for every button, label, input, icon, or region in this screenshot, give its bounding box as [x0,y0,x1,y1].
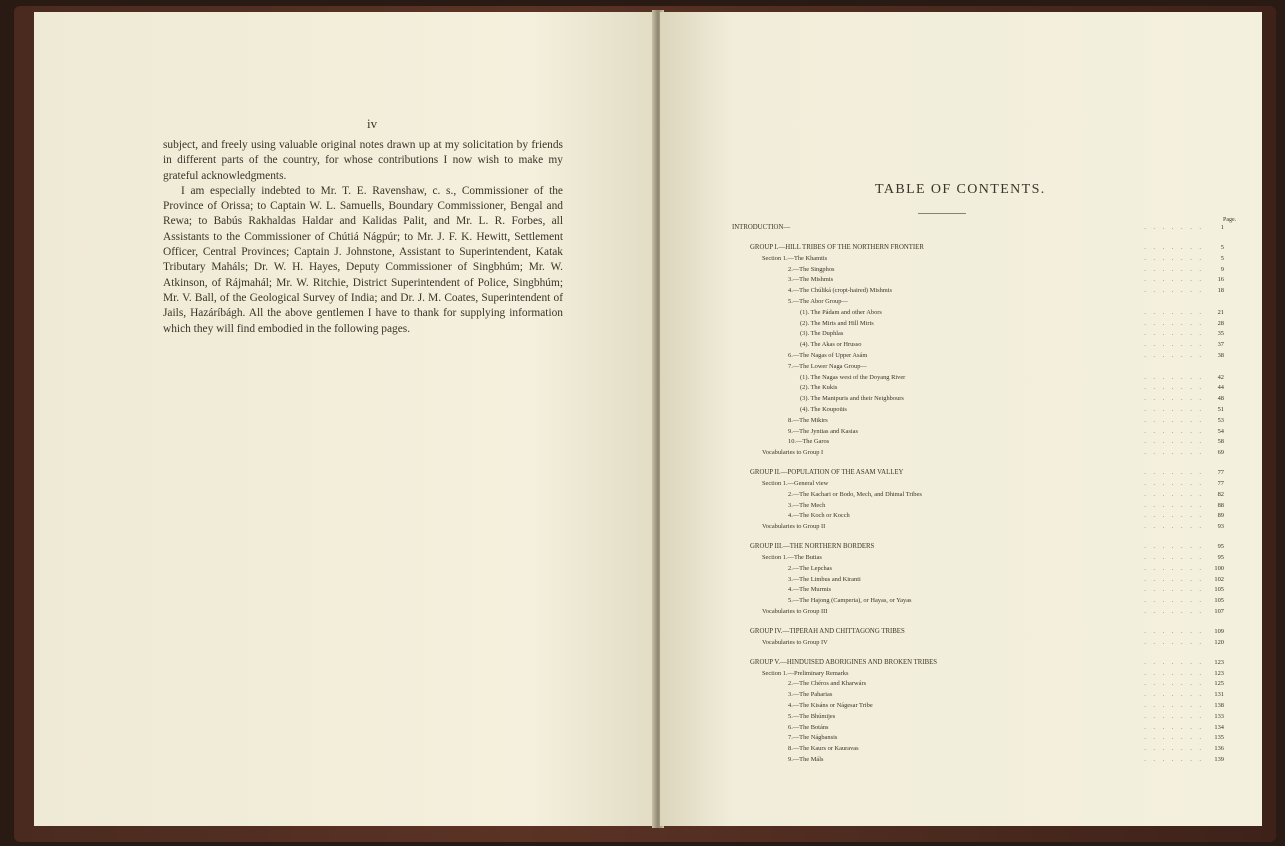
toc-entry-page: 54 [1217,427,1224,435]
toc-entry [732,437,1224,447]
toc-entry [732,254,1224,264]
toc-entry-label: Vocabularies to Group II [762,523,826,531]
toc-entry [732,542,1224,552]
toc-leader-dots: . . . . . . . [1144,680,1204,688]
toc-entry-page: 107 [1214,608,1224,615]
toc-entry-page: 123 [1214,669,1224,677]
toc-leader-dots: . . . . . . . [1144,691,1204,699]
toc-entry [732,286,1224,296]
toc-entry-label: 6.—The Botáns [788,723,829,731]
toc-entry-label: 2.—The Kachari or Bodo, Mech, and Dhimal Tribes [788,490,922,498]
toc-leader-dots: . . . . . . . [1144,276,1204,284]
toc-entry-label: 7.—The Lower Naga Group— [788,362,867,370]
toc-entry [732,755,1224,765]
toc-entry-label: 3.—The Paharias [788,691,833,699]
page-number: iv [367,116,378,131]
preface-paragraph: I am especially indebted to Mr. T. E. Ravenshaw, c. s., Commissioner of the Province of Orissa; to Captain W. L. Samuells, Boundary Commissioner, Bengal and Rewa; to Babús Rakhaldas Haldar and Kalidas Palit, and Mr. L. R. Forbes, all Assistants to the Commissioner of Chútiá Nágpúr; to Mr. J. F. K. Hewitt, Settlement Officer, Central Provinces; Captain J. Johnstone, Assistant to Superintendent, Katak Tributary Maháls; Dr. W. H. Hayes, Deputy Commissioner of Singbhúm; Mr. W. Atkinson, of Rájmahál; Mr. W. Ritchie, District Superintendent of Police, Singbhúm; Mr. V. Ball, of the Geological Survey of India; and Dr. J. M. Coates, Superintendent of Jails, Hazáríbágh. All the above gentlemen I have to thank for supplying information which they will find embodied in the following pages. [163,184,563,335]
toc-leader-dots: . . . . . . . [1144,490,1204,498]
toc-entry-label: Section 1.—General view [762,480,829,487]
toc-entry-label: 3.—The Mishmis [788,276,834,284]
toc-entry [732,329,1224,339]
toc-leader-dots: . . . . . . . [1144,543,1204,551]
toc-entry-page: 102 [1214,575,1224,583]
toc-leader-dots: . . . . . . . [1144,330,1204,338]
toc-entry-label: 7.—The Nágbansis [788,734,838,742]
toc-leader-dots: . . . . . . . [1144,723,1204,731]
toc-entry-page: 105 [1214,597,1224,605]
toc-entry-label: (2). The Kukis [800,384,838,392]
toc-entry-label: 3.—The Limbus and Kiranti [788,575,861,583]
toc-leader-dots: . . . . . . . [1144,427,1204,435]
toc-entry-page: 38 [1217,352,1224,359]
toc-entry-page: 120 [1214,638,1224,646]
toc-leader-dots: . . . . . . . [1144,416,1204,424]
toc-entry-page: 21 [1217,308,1224,316]
toc-entry-label: 9.—The Máls [788,756,824,763]
toc-entry-label: 9.—The Jyntias and Kasias [788,427,858,435]
page-column-header: Page. [1223,217,1237,223]
toc-entry [732,265,1224,275]
toc-entry-label: GROUP I.—HILL TRIBES OF THE NORTHERN FRONTIER [750,244,924,251]
toc-leader-dots: . . . . . . . [1144,523,1204,531]
toc-entry-page: 28 [1217,319,1224,327]
toc-entry [732,690,1224,700]
toc-leader-dots: . . . . . . . [1144,745,1204,753]
toc-entry-page: 95 [1217,554,1224,561]
toc-entry [732,596,1224,606]
toc-entry-page: 1 [1220,224,1224,231]
toc-leader-dots: . . . . . . . [1144,638,1204,646]
toc-leader-dots: . . . . . . . [1144,702,1204,709]
toc-entry-label: 3.—The Mech [788,501,826,509]
toc-entry-label: (4). The Koupoüis [800,406,847,413]
toc-entry-label: GROUP III.—THE NORTHERN BORDERS [750,543,875,551]
toc-entry-label: 6.—The Nagas of Upper Asám [788,352,868,359]
toc-entry [732,416,1224,426]
toc-entry [732,744,1224,754]
toc-entry [732,340,1224,350]
toc-entry-page: 131 [1214,691,1224,699]
toc-entry [732,522,1224,532]
toc-leader-dots: . . . . . . . [1144,564,1204,572]
toc-entry [732,319,1224,329]
toc-entry [732,297,1224,307]
toc-entry [732,575,1224,585]
toc-entry-label: 4.—The Koch or Kocch [788,512,850,520]
toc-entry [732,490,1224,500]
toc-leader-dots: . . . . . . . [1144,712,1204,720]
toc-entry-page: 77 [1217,480,1224,487]
toc-title: TABLE OF CONTENTS. [875,182,1046,197]
toc-entry-label: Vocabularies to Group III [762,608,828,615]
toc-leader-dots: . . . . . . . [1144,244,1204,251]
toc-leader-dots: . . . . . . . [1144,469,1204,477]
toc-leader-dots: . . . . . . . [1144,384,1204,392]
toc-entry-page: 5 [1220,244,1224,251]
toc-entry [732,607,1224,617]
toc-entry-page: 51 [1217,406,1224,413]
toc-entry [732,243,1224,253]
toc-entry-label: 2.—The Chéros and Kharwárs [788,680,867,688]
toc-entry-label: 2.—The Singphos [788,265,835,273]
toc-entry [732,564,1224,574]
toc-entry-page: 133 [1214,712,1224,720]
toc-leader-dots: . . . . . . . [1144,586,1204,594]
toc-leader-dots: . . . . . . . [1144,438,1204,446]
toc-entry-label: 2.—The Lepchas [788,564,833,572]
toc-entry-label: 5.—The Hajong (Camperia), or Hayas, or Yayas [788,597,912,605]
toc-leader-dots: . . . . . . . [1144,734,1204,742]
toc-entry-label: (1). The Nagas west of the Doyang River [800,373,906,381]
toc-entry [732,427,1224,437]
toc-entry-label: (3). The Duphlas [800,330,844,338]
toc-leader-dots: . . . . . . . [1144,224,1204,231]
toc-leader-dots: . . . . . . . [1144,254,1204,262]
toc-leader-dots: . . . . . . . [1144,669,1204,677]
toc-entry-label: (4). The Akas or Hrusso [800,341,862,349]
toc-entry-page: 88 [1217,501,1224,509]
toc-entry [732,448,1224,458]
toc-entry-label: Vocabularies to Group IV [762,638,828,646]
toc-entry-page: 105 [1214,586,1224,594]
toc-entry [732,585,1224,595]
toc-entry [732,405,1224,415]
toc-leader-dots: . . . . . . . [1144,628,1204,635]
preface-paragraph: subject, and freely using valuable original notes drawn up at my solicitation by friends in different parts of the country, for whose contributions I now wish to make my grateful acknowledgments. [163,139,563,182]
toc-leader-dots: . . . . . . . [1144,480,1204,487]
toc-entry [732,394,1224,404]
toc-entry-page: 123 [1214,658,1224,666]
toc-entry [732,275,1224,285]
toc-entry-page: 95 [1217,543,1224,551]
toc-leader-dots: . . . . . . . [1144,575,1204,583]
toc-entry-label: GROUP IV.—TIPERAH AND CHITTAGONG TRIBES [750,628,905,635]
toc-entry [732,733,1224,743]
toc-entry-label: Section 1.—The Khamtis [762,254,828,262]
toc-leader-dots: . . . . . . . [1144,554,1204,561]
toc-entry-page: 93 [1217,523,1224,531]
toc-entry-page: 136 [1214,745,1224,753]
toc-entry-page: 89 [1217,512,1224,520]
toc-entry [732,362,1224,372]
toc-entry-label: (3). The Manipuris and their Neighbours [800,395,904,403]
left-page [34,12,656,826]
toc-leader-dots: . . . . . . . [1144,597,1204,605]
toc-leader-dots: . . . . . . . [1144,373,1204,381]
toc-entry-page: 82 [1217,490,1224,498]
toc-entry-label: (1). The Pádam and other Abors [800,308,882,316]
toc-entry-label: Section 1.—Preliminary Remarks [762,669,849,677]
toc-entry [732,479,1224,489]
toc-leader-dots: . . . . . . . [1144,512,1204,520]
toc-entry-page: 42 [1217,373,1224,381]
toc-entry-page: 16 [1217,276,1224,284]
toc-entry-label: 5.—The Bhúmijes [788,712,836,720]
toc-entry-page: 100 [1214,564,1224,572]
toc-entry-label: GROUP V.—HINDUISED ABORIGINES AND BROKEN TRIBES [750,658,938,666]
toc-entry-label: Vocabularies to Group I [762,449,824,457]
toc-entry-label: INTRODUCTION— [732,224,791,231]
toc-entry-page: 109 [1214,628,1224,635]
title-rule [918,213,966,214]
toc-entry [732,223,1224,233]
toc-entry-page: 135 [1214,734,1224,742]
toc-leader-dots: . . . . . . . [1144,756,1204,763]
toc-entry-page: 138 [1214,702,1224,709]
toc-entry [732,308,1224,318]
toc-leader-dots: . . . . . . . [1144,395,1204,403]
toc-entry [732,679,1224,689]
preface-text [163,138,563,337]
toc-entry [732,501,1224,511]
toc-entry [732,553,1224,563]
toc-entry [732,627,1224,637]
toc-entry [732,723,1224,733]
toc-leader-dots: . . . . . . . [1144,265,1204,273]
toc-entry-page: 53 [1217,416,1224,424]
toc-entry [732,383,1224,393]
toc-entry [732,658,1224,668]
toc-entry [732,351,1224,361]
toc-entry-label: 4.—The Murmis [788,586,831,594]
toc-entry-label: 8.—The Kaurs or Kauravas [788,745,859,753]
toc-leader-dots: . . . . . . . [1144,341,1204,349]
toc-leader-dots: . . . . . . . [1144,319,1204,327]
toc-entry [732,638,1224,648]
toc-entry-label: 4.—The Chúliká (cropt-haired) Mishmis [788,287,893,295]
toc-leader-dots: . . . . . . . [1144,658,1204,666]
toc-leader-dots: . . . . . . . [1144,308,1204,316]
toc-entry-page: 77 [1217,469,1224,477]
right-page [660,12,1262,826]
toc-entry-page: 58 [1217,438,1224,446]
toc-entry-label: GROUP II.—POPULATION OF THE ASAM VALLEY [750,469,904,477]
toc-leader-dots: . . . . . . . [1144,287,1204,295]
toc-leader-dots: . . . . . . . [1144,406,1204,413]
toc-entry-page: 9 [1220,265,1224,273]
toc-entry [732,701,1224,711]
toc-entry-label: 5.—The Abor Group— [788,298,848,305]
toc-entry-page: 139 [1214,756,1224,763]
toc-entry-page: 44 [1217,384,1224,392]
toc-entry-label: Section 1.—The Butias [762,554,822,561]
toc-leader-dots: . . . . . . . [1144,608,1204,615]
toc-entry [732,373,1224,383]
toc-entry [732,468,1224,478]
toc-leader-dots: . . . . . . . [1144,352,1204,359]
toc-entry-page: 37 [1217,341,1224,349]
toc-entry-label: 4.—The Kisáns or Nágesar Tribe [788,702,873,709]
toc-entry-page: 35 [1217,330,1224,338]
toc-entry-page: 125 [1214,680,1224,688]
toc-entry [732,511,1224,521]
toc-leader-dots: . . . . . . . [1144,501,1204,509]
toc-entry-label: 10.—The Garos [788,438,830,446]
toc-leader-dots: . . . . . . . [1144,449,1204,457]
toc-entry [732,712,1224,722]
toc-entry-label: 8.—The Mikirs [788,416,828,424]
toc-entry-label: (2). The Miris and Hill Miris [800,319,874,327]
toc-entry-page: 18 [1217,287,1224,295]
toc-entry-page: 5 [1220,254,1224,262]
toc-entry-page: 48 [1217,395,1224,403]
toc-entry-page: 69 [1217,449,1224,457]
toc-entry [732,669,1224,679]
toc-entry-page: 134 [1214,723,1224,731]
